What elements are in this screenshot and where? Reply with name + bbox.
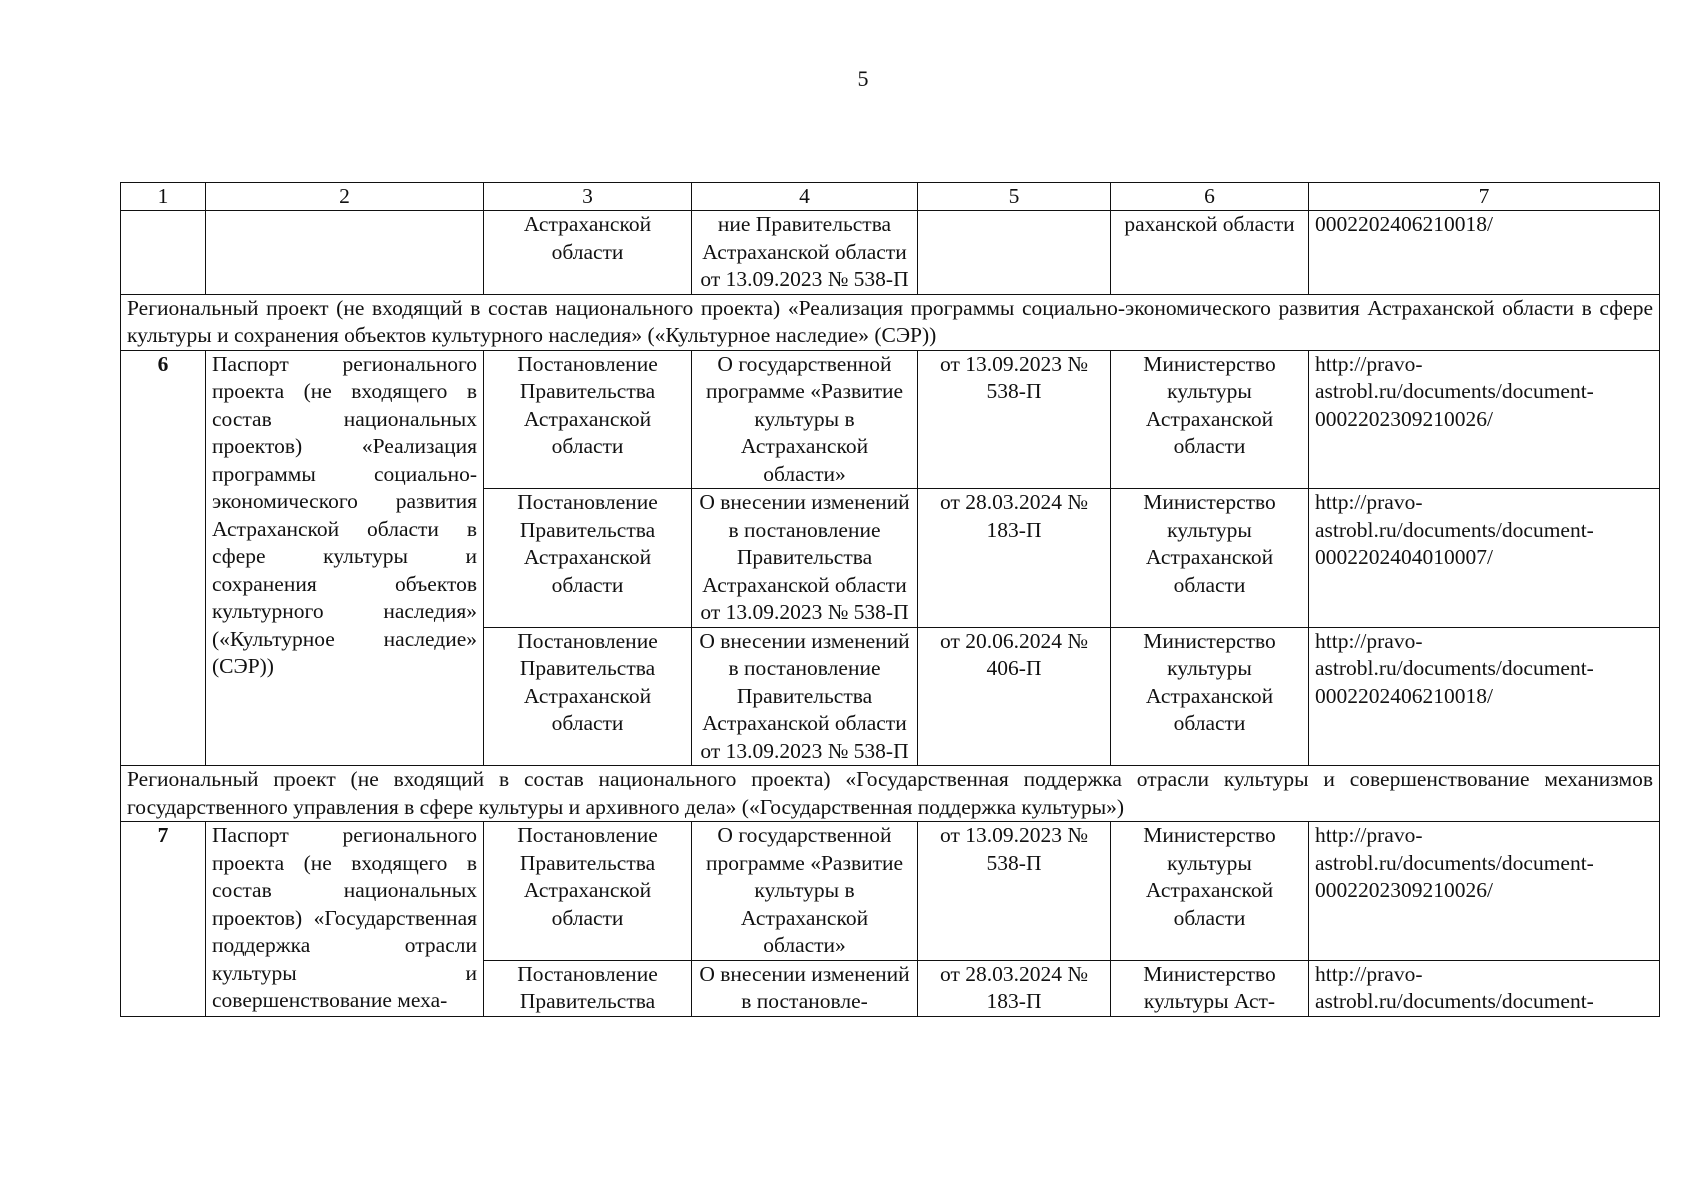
header-cell: 6 [1111, 183, 1309, 211]
section-title-row [121, 766, 1660, 822]
doc-date-cell: от 28.03.2024 № 183-П [918, 960, 1111, 1016]
passport-cell: Паспорт регионального проекта (не входящего в состав национальных проектов) «Реализация программы социально-экономического развития Астраханской области в сфере культуры и сохранения объектов культурного наследия» («Культурное наследие» (СЭР)) [206, 350, 484, 766]
link-cell[interactable]: http://pravo-astrobl.ru/documents/document-0002202404010007/ [1309, 489, 1660, 628]
column-number-header [121, 183, 1660, 211]
doc-date-cell: от 13.09.2023 № 538-П [918, 822, 1111, 961]
table-cell-empty [918, 211, 1111, 295]
header-cell: 2 [206, 183, 484, 211]
ministry-cell: Министерство культуры Астраханской области [1111, 627, 1309, 766]
row-number: 6 [121, 350, 206, 766]
section-title-row [121, 294, 1660, 350]
link-cell[interactable]: http://pravo-astrobl.ru/documents/document-0002202309210026/ [1309, 822, 1660, 961]
continuation-row [121, 211, 1660, 295]
table-cell-empty [206, 211, 484, 295]
ministry-cell: Министерство культуры Астраханской области [1111, 489, 1309, 628]
header-cell: 4 [692, 183, 918, 211]
doc-type-cell: Астраханской области [484, 211, 692, 295]
doc-date-cell: от 28.03.2024 № 183-П [918, 489, 1111, 628]
section-title: Региональный проект (не входящий в состав национального проекта) «Государственная поддержка отрасли культуры и совершенствование механизмов государственного управления в сфере культуры и архивного дела» («Государственная поддержка культуры») [121, 766, 1660, 822]
link-cell[interactable]: http://pravo-astrobl.ru/documents/document- [1309, 960, 1660, 1016]
table-row [121, 350, 1660, 489]
doc-date-cell: от 13.09.2023 № 538-П [918, 350, 1111, 489]
header-cell: 7 [1309, 183, 1660, 211]
registry-table [120, 182, 1660, 1017]
ministry-cell: Министерство культуры Аст- [1111, 960, 1309, 1016]
doc-name-cell: О государственной программе «Развитие культуры в Астраханской области» [692, 350, 918, 489]
doc-type-cell: Постановление Правительства Астраханской области [484, 822, 692, 961]
ministry-cell: Министерство культуры Астраханской области [1111, 350, 1309, 489]
ministry-cell: Министерство культуры Астраханской области [1111, 822, 1309, 961]
link-cell[interactable]: http://pravo-astrobl.ru/documents/document-0002202309210026/ [1309, 350, 1660, 489]
doc-date-cell: от 20.06.2024 № 406-П [918, 627, 1111, 766]
doc-name-cell: О внесении изменений в постановление Правительства Астраханской области от 13.09.2023 № 538-П [692, 627, 918, 766]
link-cell[interactable]: http://pravo-astrobl.ru/documents/document-0002202406210018/ [1309, 627, 1660, 766]
doc-name-cell: О внесении изменений в постановле- [692, 960, 918, 1016]
header-cell: 1 [121, 183, 206, 211]
header-cell: 5 [918, 183, 1111, 211]
section-title: Региональный проект (не входящий в состав национального проекта) «Реализация программы социально-экономического развития Астраханской области в сфере культуры и сохранения объектов культурного наследия» («Культурное наследие» (СЭР)) [121, 294, 1660, 350]
table-cell-empty [121, 211, 206, 295]
doc-type-cell: Постановление Правительства Астраханской области [484, 350, 692, 489]
doc-type-cell: Постановление Правительства Астраханской области [484, 627, 692, 766]
doc-type-cell: Постановление Правительства [484, 960, 692, 1016]
passport-cell: Паспорт регионального проекта (не входящего в состав национальных проектов) «Государственная поддержка отрасли культуры и совершенствование меха- [206, 822, 484, 1017]
doc-name-cell: О внесении изменений в постановление Правительства Астраханской области от 13.09.2023 № 538-П [692, 489, 918, 628]
ministry-cell: раханской области [1111, 211, 1309, 295]
page-number: 5 [857, 66, 869, 91]
doc-name-cell: О государственной программе «Развитие культуры в Астраханской области» [692, 822, 918, 961]
doc-type-cell: Постановление Правительства Астраханской области [484, 489, 692, 628]
table-row [121, 822, 1660, 961]
doc-name-cell: ние Правительства Астраханской области от 13.09.2023 № 538-П [692, 211, 918, 295]
link-cell: 0002202406210018/ [1309, 211, 1660, 295]
header-cell: 3 [484, 183, 692, 211]
row-number: 7 [121, 822, 206, 1017]
